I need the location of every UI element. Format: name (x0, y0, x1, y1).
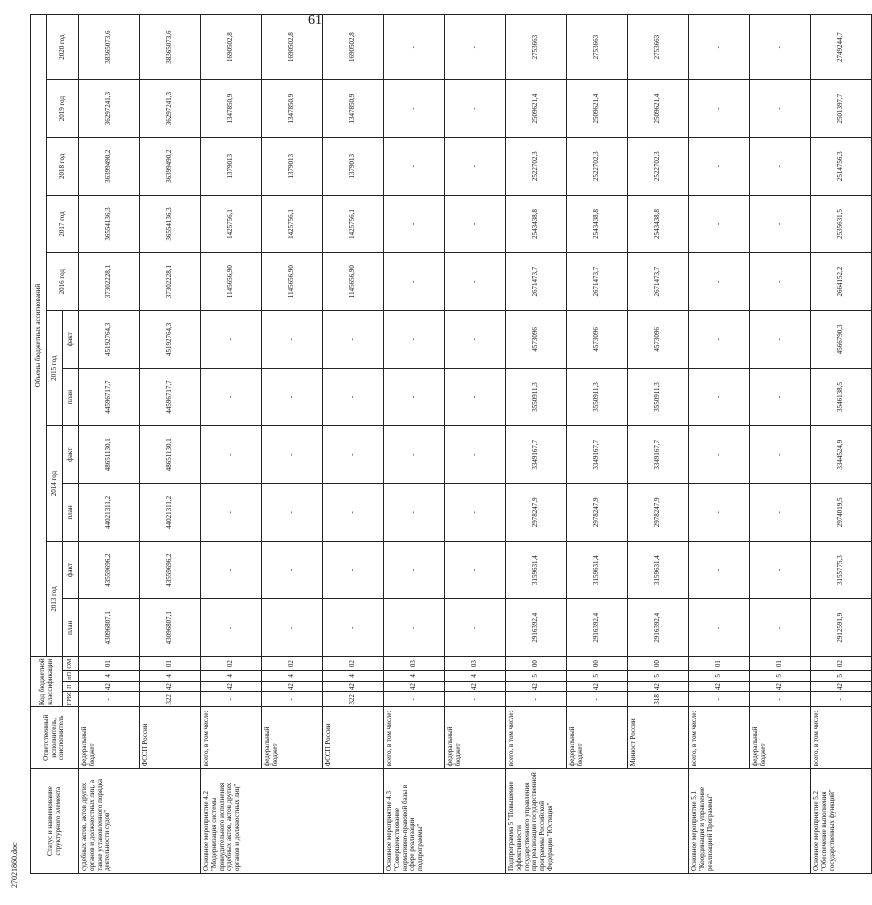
value-cell: 1425756,1 (323, 195, 384, 253)
code-cell: 5 (567, 671, 628, 682)
code-cell: 322 (140, 692, 201, 707)
value-cell: 2753663 (567, 15, 628, 80)
value-cell: - (384, 311, 445, 369)
value-cell: - (689, 599, 750, 657)
value-cell: - (750, 80, 811, 138)
value-cell: 1425756,1 (262, 195, 323, 253)
value-cell: 36399490,2 (140, 137, 201, 195)
table-row (811, 15, 872, 874)
value-cell: - (750, 15, 811, 80)
table-row (506, 15, 567, 874)
value-cell: 43096807,1 (79, 599, 140, 657)
code-cell: 42 (506, 681, 567, 692)
value-cell: - (201, 426, 262, 484)
header-fact: факт (63, 426, 79, 484)
value-cell: - (445, 15, 506, 80)
value-cell: 2543438,8 (567, 195, 628, 253)
code-cell: 42 (140, 681, 201, 692)
code-cell: - (689, 692, 750, 707)
executor-cell: всего, в том числе: (689, 707, 750, 769)
code-cell: 42 (811, 681, 872, 692)
code-cell: 5 (628, 671, 689, 682)
value-cell: 38365073,6 (140, 15, 201, 80)
code-cell: 42 (262, 681, 323, 692)
code-cell: 01 (750, 657, 811, 671)
value-cell: - (750, 484, 811, 542)
value-cell: - (445, 484, 506, 542)
table-row (384, 15, 445, 874)
value-cell: 2753663 (628, 15, 689, 80)
value-cell: 1425756,1 (201, 195, 262, 253)
value-cell: 45192764,3 (79, 311, 140, 369)
value-cell: - (384, 253, 445, 311)
table-row (140, 15, 201, 874)
header-element: Статус и наименование структурного элемента (31, 769, 79, 874)
value-cell: 2543438,8 (506, 195, 567, 253)
executor-cell: всего, в том числе: (201, 707, 262, 769)
value-cell: 44021311,2 (140, 484, 201, 542)
value-cell: 36297241,3 (140, 80, 201, 138)
code-cell: - (811, 692, 872, 707)
executor-cell: федеральный бюджет (79, 707, 140, 769)
value-cell: 2671473,7 (506, 253, 567, 311)
code-cell: 00 (567, 657, 628, 671)
value-cell: 43559696,2 (79, 541, 140, 599)
header-year: 2016 год (47, 253, 79, 311)
value-cell: - (689, 80, 750, 138)
header-executor: Ответственный исполнитель, соисполнитель (31, 707, 79, 769)
executor-cell: федеральный бюджет (750, 707, 811, 769)
header-fact: факт (63, 311, 79, 369)
header-year: 2020 год (47, 15, 79, 80)
value-cell: - (689, 541, 750, 599)
code-cell: 5 (750, 671, 811, 682)
value-cell: 44021311,2 (79, 484, 140, 542)
header-year: 2013 год (47, 541, 63, 656)
header-plan: план (63, 368, 79, 426)
value-cell: 2664152,2 (811, 253, 872, 311)
table-row (628, 15, 689, 874)
value-cell: 36399490,2 (79, 137, 140, 195)
code-cell: 318 (628, 692, 689, 707)
value-cell: 44596717,7 (140, 368, 201, 426)
code-cell: 322 (323, 692, 384, 707)
code-cell: 4 (201, 671, 262, 682)
value-cell: 2522702,3 (506, 137, 567, 195)
code-cell: 4 (79, 671, 140, 682)
header-budget-group: Объемы бюджетных ассигнований (31, 15, 47, 657)
value-cell: - (689, 426, 750, 484)
value-cell: - (262, 599, 323, 657)
value-cell: 1347850,9 (262, 80, 323, 138)
value-cell: 4573096 (628, 311, 689, 369)
value-cell: - (750, 137, 811, 195)
value-cell: 38365073,6 (79, 15, 140, 80)
value-cell: 3349167,7 (567, 426, 628, 484)
budget-table (30, 14, 872, 874)
header-code: ГРБС (63, 692, 79, 707)
value-cell: 2509621,4 (506, 80, 567, 138)
value-cell: 1379013 (201, 137, 262, 195)
code-cell: 4 (140, 671, 201, 682)
value-cell: 48651130,1 (79, 426, 140, 484)
value-cell: 48651130,1 (140, 426, 201, 484)
code-cell: 42 (689, 681, 750, 692)
value-cell: 2501397,7 (811, 80, 872, 138)
value-cell: - (750, 426, 811, 484)
value-cell: 4573096 (567, 311, 628, 369)
header-code: ОМ (63, 657, 79, 671)
value-cell: - (445, 426, 506, 484)
code-cell: 4 (323, 671, 384, 682)
value-cell: - (750, 253, 811, 311)
element-cell: Основное мероприятие 5.2 "Обеспечение выполнения государственных функций" (811, 769, 872, 874)
value-cell: - (384, 195, 445, 253)
value-cell: 1145656,90 (201, 253, 262, 311)
code-cell: 42 (628, 681, 689, 692)
value-cell: 2916392,4 (567, 599, 628, 657)
code-cell: 00 (628, 657, 689, 671)
value-cell: - (323, 484, 384, 542)
table-row (750, 15, 811, 874)
header-year: 2019 год (47, 80, 79, 138)
code-cell: 01 (79, 657, 140, 671)
code-cell: 5 (689, 671, 750, 682)
header-plan: план (63, 484, 79, 542)
header-plan: план (63, 599, 79, 657)
code-cell: - (201, 692, 262, 707)
value-cell: 2912591,9 (811, 599, 872, 657)
value-cell: - (445, 599, 506, 657)
table-row (567, 15, 628, 874)
value-cell: 2671473,7 (628, 253, 689, 311)
value-cell: 2514756,3 (811, 137, 872, 195)
value-cell: 36297241,3 (79, 80, 140, 138)
value-cell: 1690502,8 (201, 15, 262, 80)
value-cell: 4573096 (506, 311, 567, 369)
value-cell: 37302228,1 (140, 253, 201, 311)
header-fact: факт (63, 541, 79, 599)
code-cell: 02 (323, 657, 384, 671)
value-cell: - (262, 311, 323, 369)
value-cell: - (262, 541, 323, 599)
value-cell: - (445, 311, 506, 369)
value-cell: - (689, 137, 750, 195)
value-cell: - (384, 368, 445, 426)
rotated-table-container (30, 14, 845, 874)
value-cell: - (445, 368, 506, 426)
value-cell: - (201, 541, 262, 599)
value-cell: 2522702,3 (567, 137, 628, 195)
code-cell: 02 (811, 657, 872, 671)
code-cell: 02 (262, 657, 323, 671)
value-cell: - (750, 541, 811, 599)
executor-cell: ФССП России (140, 707, 201, 769)
table-body (79, 15, 872, 874)
executor-cell: федеральный бюджет (262, 707, 323, 769)
value-cell: - (384, 484, 445, 542)
value-cell: - (323, 426, 384, 484)
value-cell: - (201, 599, 262, 657)
value-cell: - (750, 599, 811, 657)
code-cell: - (750, 692, 811, 707)
value-cell: 1690502,8 (262, 15, 323, 80)
code-cell: - (445, 692, 506, 707)
value-cell: 2509621,4 (567, 80, 628, 138)
value-cell: 2916392,4 (628, 599, 689, 657)
code-cell: 42 (79, 681, 140, 692)
executor-cell: федеральный бюджет (567, 707, 628, 769)
value-cell: 2749244,7 (811, 15, 872, 80)
executor-cell: федеральный бюджет (445, 707, 506, 769)
value-cell: - (445, 541, 506, 599)
code-cell: 42 (323, 681, 384, 692)
value-cell: 1379013 (262, 137, 323, 195)
value-cell: - (323, 368, 384, 426)
code-cell: - (384, 692, 445, 707)
value-cell: - (201, 368, 262, 426)
value-cell: 2978247,9 (506, 484, 567, 542)
header-code: П (63, 681, 79, 692)
element-cell: судебных актов, актов других органов и должностных лиц, а также установленного порядка деятельности судов" (79, 769, 201, 874)
code-cell: 4 (445, 671, 506, 682)
value-cell: - (445, 80, 506, 138)
value-cell: - (384, 426, 445, 484)
value-cell: 3550911,3 (567, 368, 628, 426)
code-cell: - (506, 692, 567, 707)
value-cell: - (262, 368, 323, 426)
code-cell: 00 (506, 657, 567, 671)
value-cell: - (689, 253, 750, 311)
value-cell: 1379013 (323, 137, 384, 195)
value-cell: 3159631,4 (567, 541, 628, 599)
value-cell: - (689, 484, 750, 542)
value-cell: 1690502,8 (323, 15, 384, 80)
executor-cell: Минюст России (628, 707, 689, 769)
value-cell: 4566790,3 (811, 311, 872, 369)
value-cell: - (384, 137, 445, 195)
value-cell: 2916392,4 (506, 599, 567, 657)
element-cell: Подпрограмма 5 "Повышение эффективности государственного управления при реализации государственной программы Российской Федерации "Юстиция" (506, 769, 689, 874)
value-cell: 3349167,7 (628, 426, 689, 484)
value-cell: 1145656,90 (262, 253, 323, 311)
value-cell: 1347850,9 (201, 80, 262, 138)
value-cell: 3344524,9 (811, 426, 872, 484)
value-cell: - (750, 368, 811, 426)
executor-cell: всего, в том числе: (811, 707, 872, 769)
code-cell: 42 (750, 681, 811, 692)
value-cell: 45192764,3 (140, 311, 201, 369)
code-cell: 4 (262, 671, 323, 682)
table-row (201, 15, 262, 874)
code-cell: 5 (811, 671, 872, 682)
value-cell: 2509621,4 (628, 80, 689, 138)
value-cell: - (384, 541, 445, 599)
value-cell: - (750, 311, 811, 369)
code-cell: 01 (689, 657, 750, 671)
value-cell: - (323, 541, 384, 599)
table-row (689, 15, 750, 874)
code-cell: - (262, 692, 323, 707)
header-year: 2018 год (47, 137, 79, 195)
value-cell: 2671473,7 (567, 253, 628, 311)
value-cell: - (262, 484, 323, 542)
value-cell: 2978247,9 (628, 484, 689, 542)
code-cell: 42 (567, 681, 628, 692)
value-cell: - (689, 15, 750, 80)
code-cell: 42 (445, 681, 506, 692)
code-cell: 42 (384, 681, 445, 692)
value-cell: 2753663 (506, 15, 567, 80)
executor-cell: всего, в том числе: (384, 707, 445, 769)
code-cell: - (79, 692, 140, 707)
code-cell: 5 (506, 671, 567, 682)
value-cell: 2978247,9 (567, 484, 628, 542)
code-cell: 4 (384, 671, 445, 682)
value-cell: 43559696,2 (140, 541, 201, 599)
element-cell: Основное мероприятие 4.3 "Совершенствование нормативно-правовой базы в сфере реализации подпрограммы" (384, 769, 506, 874)
code-cell: 02 (201, 657, 262, 671)
value-cell: 3550911,3 (628, 368, 689, 426)
value-cell: 36554136,3 (79, 195, 140, 253)
value-cell: - (750, 195, 811, 253)
value-cell: - (262, 426, 323, 484)
value-cell: 3159631,4 (506, 541, 567, 599)
executor-cell: ФССП России (323, 707, 384, 769)
header-year: 2015 год (47, 311, 63, 426)
value-cell: - (384, 599, 445, 657)
value-cell: 36554136,3 (140, 195, 201, 253)
element-cell: Основное мероприятие 4.2 "Модернизация системы принудительного исполнения судебных актов, актов других органов и должностных лиц" (201, 769, 384, 874)
value-cell: - (323, 311, 384, 369)
value-cell: - (689, 195, 750, 253)
header-code-group: Код бюджетной классификации (31, 657, 63, 707)
value-cell: - (445, 253, 506, 311)
value-cell: - (201, 311, 262, 369)
value-cell: - (445, 195, 506, 253)
element-cell: Основное мероприятие 5.1 "Координация и управление реализацией Программы" (689, 769, 811, 874)
value-cell: 37302228,1 (79, 253, 140, 311)
value-cell: - (384, 80, 445, 138)
value-cell: 44596717,7 (79, 368, 140, 426)
table-row (323, 15, 384, 874)
executor-cell: всего, в том числе: (506, 707, 567, 769)
table-row (79, 15, 140, 874)
value-cell: 43096807,1 (140, 599, 201, 657)
table-row (262, 15, 323, 874)
value-cell: 3159631,4 (628, 541, 689, 599)
value-cell: 3550911,3 (506, 368, 567, 426)
value-cell: 1347850,9 (323, 80, 384, 138)
header-code: пП (63, 671, 79, 682)
value-cell: 2535631,5 (811, 195, 872, 253)
value-cell: 3349167,7 (506, 426, 567, 484)
value-cell: - (689, 368, 750, 426)
code-cell: 42 (201, 681, 262, 692)
value-cell: - (445, 137, 506, 195)
code-cell: - (567, 692, 628, 707)
value-cell: - (689, 311, 750, 369)
value-cell: 1145656,90 (323, 253, 384, 311)
code-cell: 03 (384, 657, 445, 671)
header-year: 2014 год (47, 426, 63, 541)
value-cell: - (201, 484, 262, 542)
header-year: 2017 год (47, 195, 79, 253)
code-cell: 01 (140, 657, 201, 671)
value-cell: 2974019,5 (811, 484, 872, 542)
value-cell: - (384, 15, 445, 80)
value-cell: 2543438,8 (628, 195, 689, 253)
value-cell: - (323, 599, 384, 657)
value-cell: 3546138,5 (811, 368, 872, 426)
page-number: 61 (308, 13, 322, 28)
code-cell: 03 (445, 657, 506, 671)
document-filename: 27021860.doc (10, 842, 19, 888)
value-cell: 3155775,3 (811, 541, 872, 599)
value-cell: 2522702,3 (628, 137, 689, 195)
table-row (445, 15, 506, 874)
